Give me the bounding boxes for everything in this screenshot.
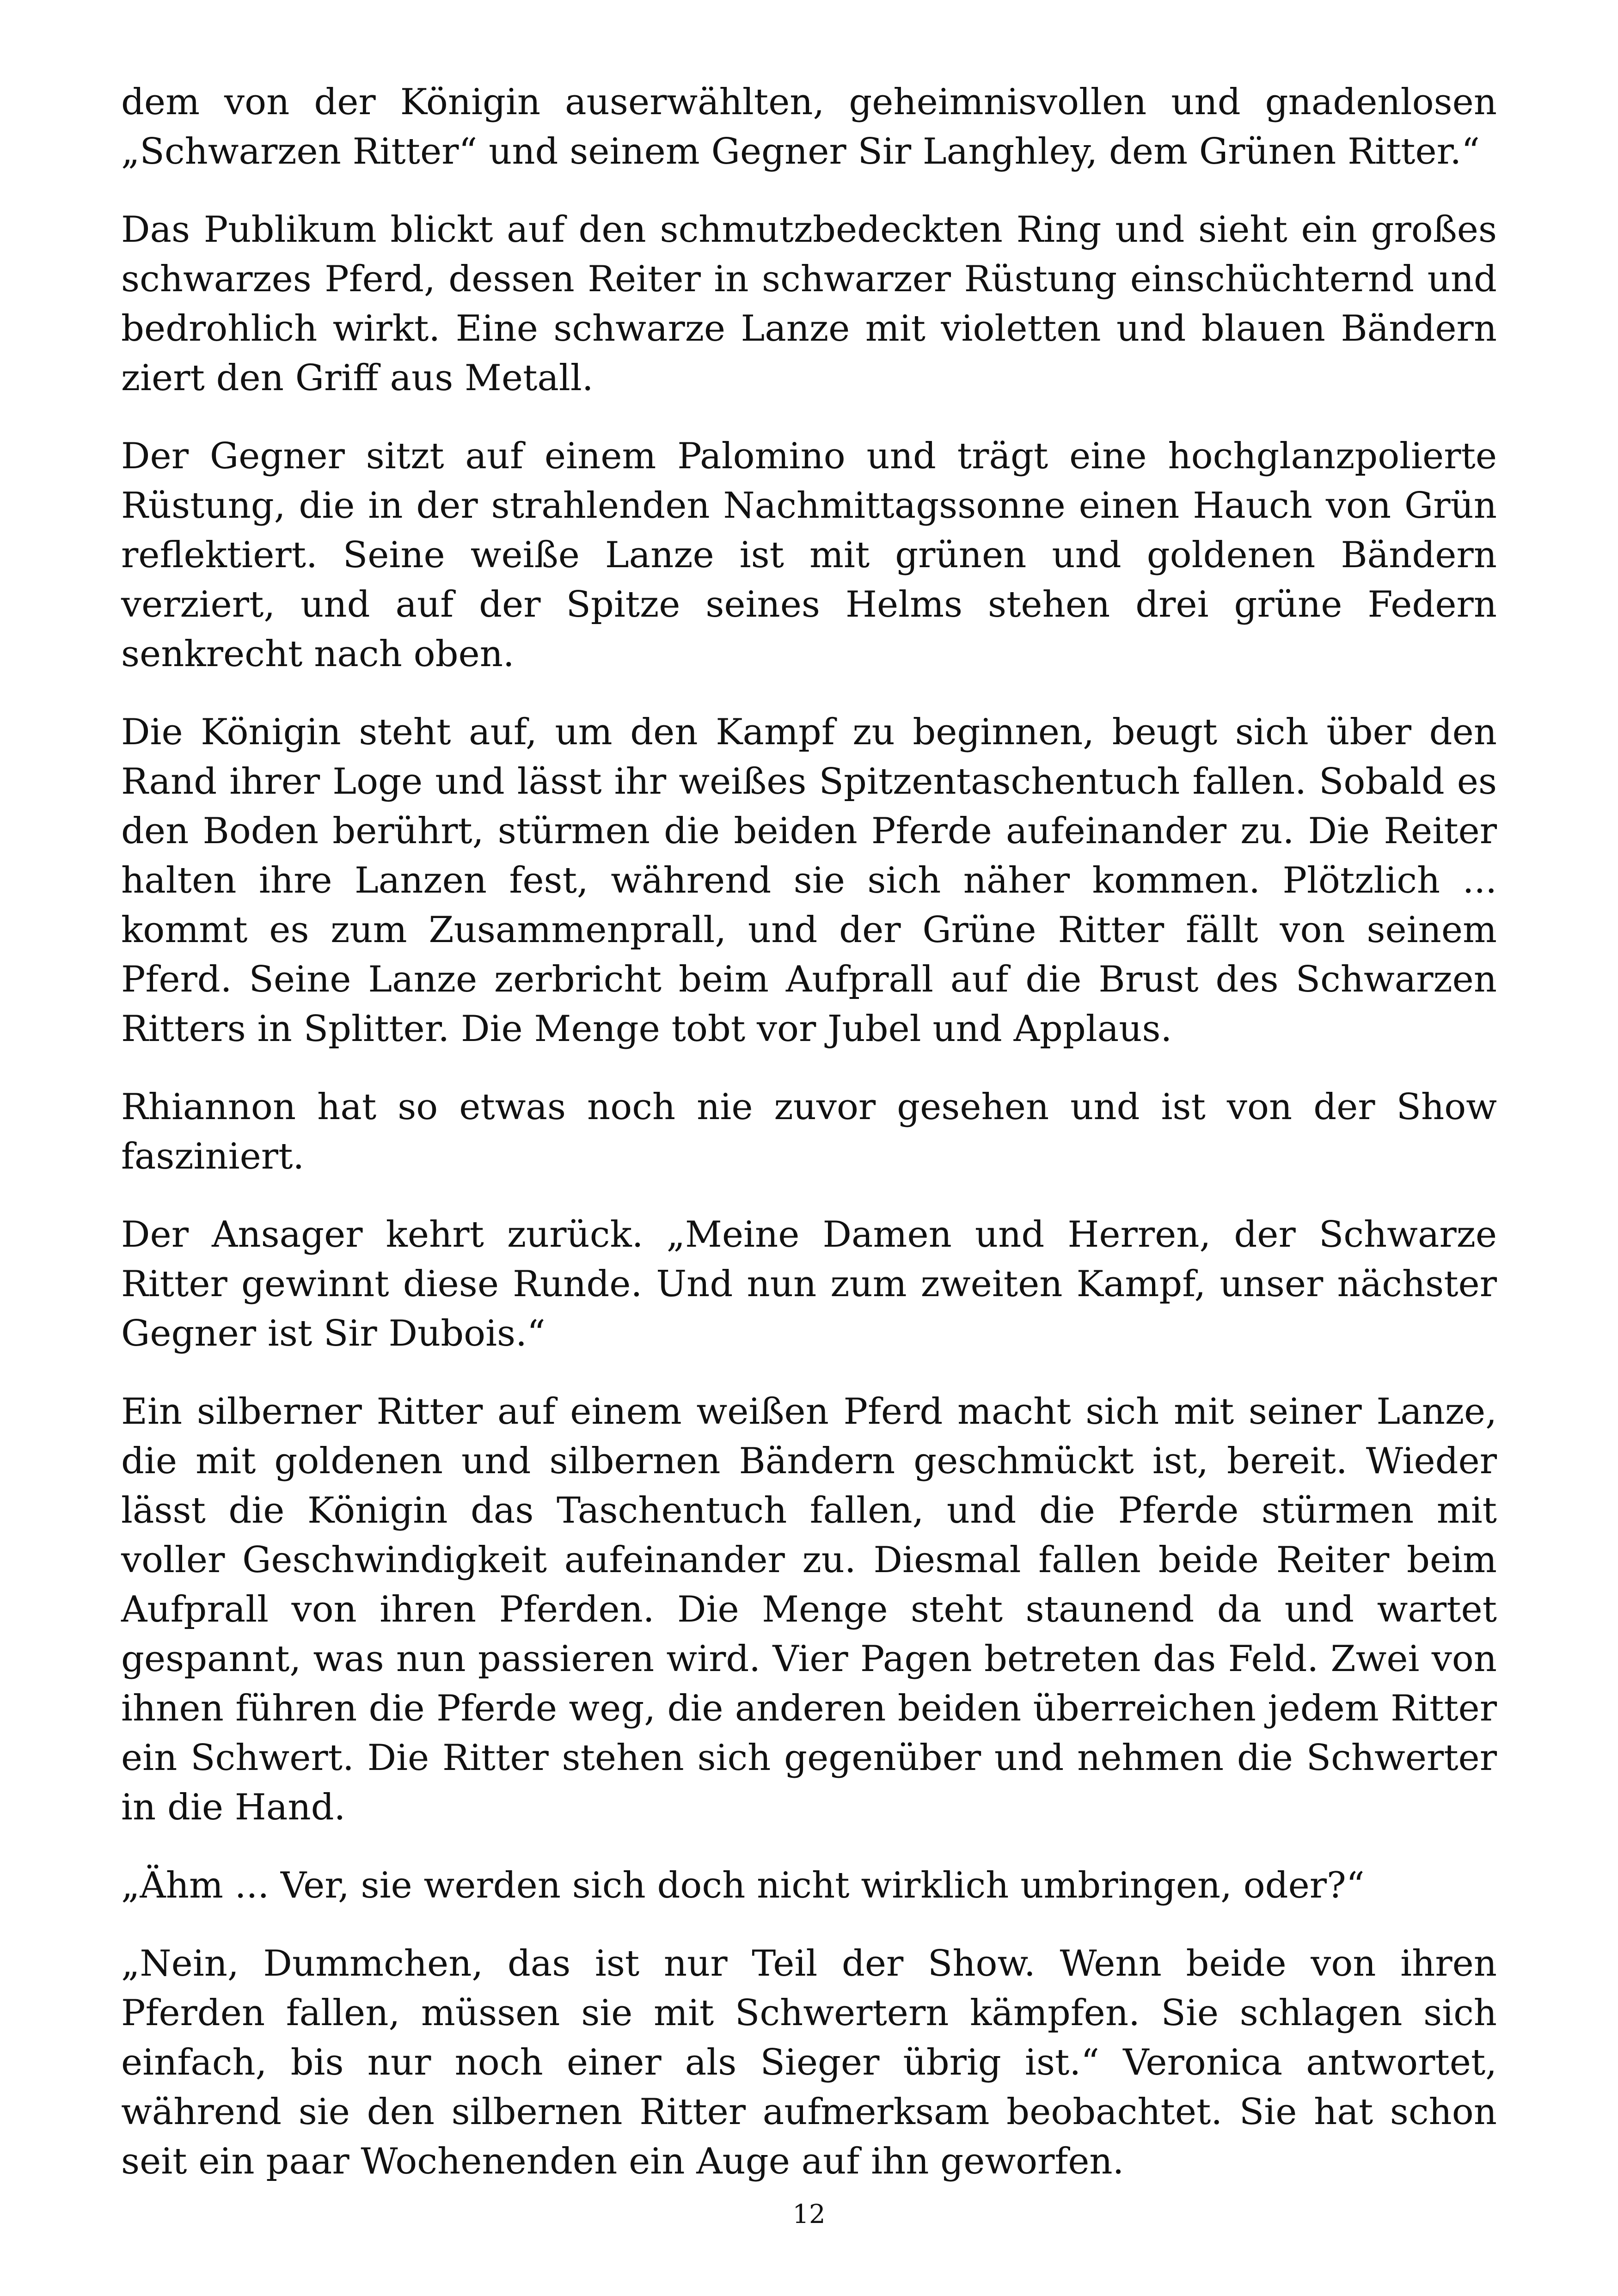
paragraph: „Nein, Dummchen, das ist nur Teil der Show. Wenn beide von ihren Pferden fallen, müssen sie mit Schwertern kämpfen. Sie schlagen sich einfach, bis nur noch einer als Sieger übrig ist.“ Veronica antwortet, während sie den silbernen Ritter aufmerksam beobachtet. Sie hat schon seit ein paar Wochenenden ein Auge auf ihn geworfen. bbox=[121, 1943, 1497, 2182]
paragraph: Der Gegner sitzt auf einem Palomino und trägt eine hochglanzpolierte Rüstung, die in der strahlenden Nachmittagssonne einen Hauch von Grün reflektiert. Seine weiße Lanze ist mit grünen und goldenen Bändern verziert, und auf der Spitze seines Helms stehen drei grüne Federn senkrecht nach oben. bbox=[121, 435, 1497, 675]
page-body bbox=[121, 78, 1497, 2215]
paragraph: Ein silberner Ritter auf einem weißen Pferd macht sich mit seiner Lanze, die mit goldenen und silbernen Bändern geschmückt ist, bereit. Wieder lässt die Königin das Taschentuch fallen, und die Pferde stürmen mit voller Geschwindigkeit aufeinander zu. Diesmal fallen beide Reiter beim Aufprall von ihren Pferden. Die Menge steht staunend da und wartet gespannt, was nun passieren wird. Vier Pagen betreten das Feld. Zwei von ihnen führen die Pferde weg, die anderen beiden überreichen jedem Ritter ein Schwert. Die Ritter stehen sich gegenüber und nehmen die Schwerter in die Hand. bbox=[121, 1391, 1497, 1828]
paragraph: Das Publikum blickt auf den schmutzbedeckten Ring und sieht ein großes schwarzes Pferd, dessen Reiter in schwarzer Rüstung einschüchternd und bedrohlich wirkt. Eine schwarze Lanze mit violetten und blauen Bändern ziert den Griff aus Metall. bbox=[121, 209, 1497, 399]
paragraph: Der Ansager kehrt zurück. „Meine Damen und Herren, der Schwarze Ritter gewinnt diese Runde. Und nun zum zweiten Kampf, unser nächster Gegner ist Sir Dubois.“ bbox=[121, 1214, 1497, 1354]
paragraph: „Ähm ... Ver, sie werden sich doch nicht wirklich umbringen, oder?“ bbox=[121, 1865, 1365, 1906]
paragraph: dem von der Königin auserwählten, geheimnisvollen und gnadenlosen „Schwarzen Ritter“ und seinem Gegner Sir Langhley, dem Grünen Ritter.“ bbox=[121, 81, 1497, 172]
paragraph: Die Königin steht auf, um den Kampf zu beginnen, beugt sich über den Rand ihrer Loge und lässt ihr weißes Spitzentaschentuch fallen. Sobald es den Boden berührt, stürmen die beiden Pferde aufeinander zu. Die Reiter halten ihre Lanzen fest, während sie sich näher kommen. Plötzlich ... kommt es zum Zusammenprall, und der Grüne Ritter fällt von seinem Pferd. Seine Lanze zerbricht beim Aufprall auf die Brust des Schwarzen Ritters in Splitter. Die Menge tobt vor Jubel und Applaus. bbox=[121, 711, 1497, 1050]
page-number: 12 bbox=[792, 2199, 826, 2229]
paragraph: Rhiannon hat so etwas noch nie zuvor gesehen und ist von der Show fasziniert. bbox=[121, 1086, 1497, 1177]
